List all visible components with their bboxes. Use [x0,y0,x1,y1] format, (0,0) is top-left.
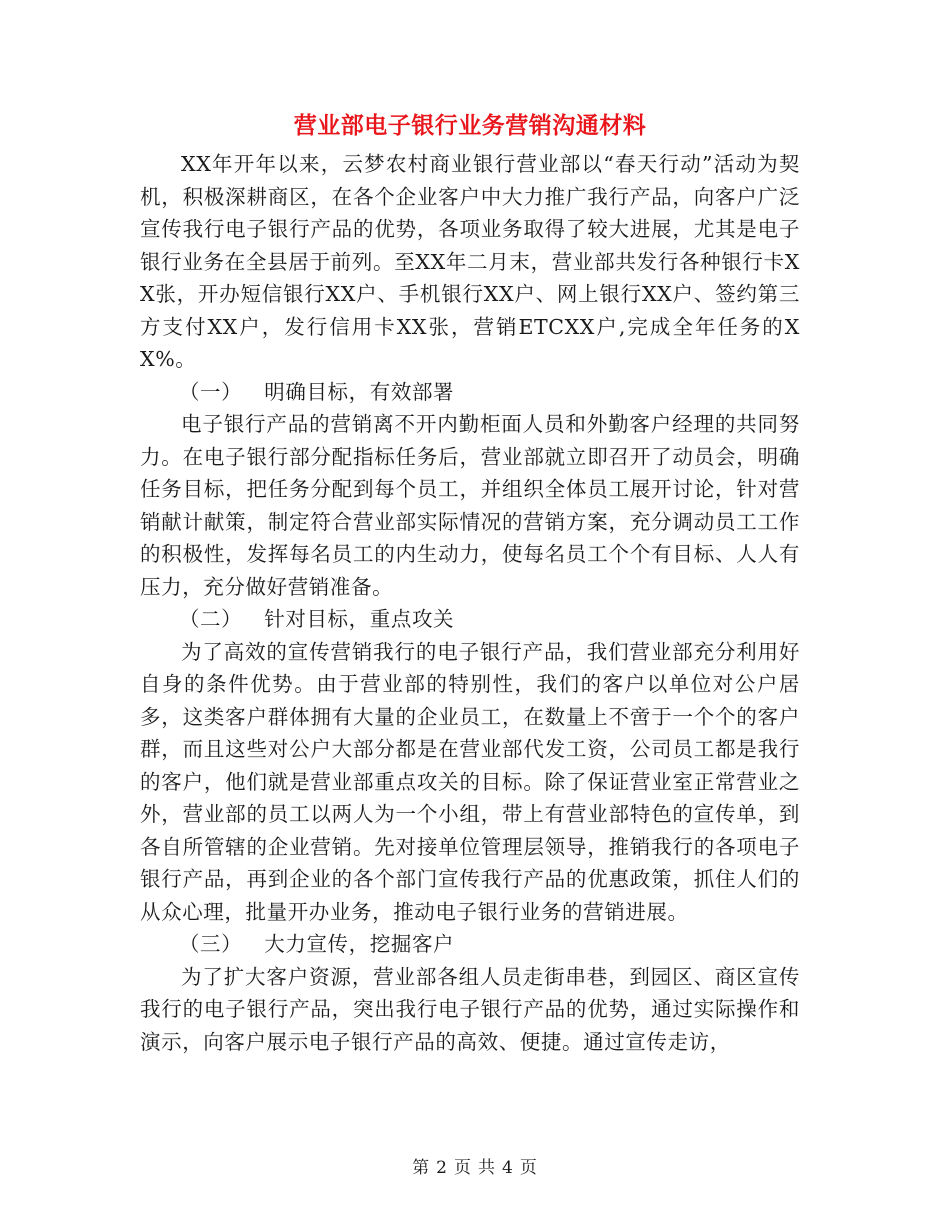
section-heading-text: 大力宣传，挖掘客户 [264,932,455,956]
page-footer [0,1153,950,1178]
section-heading-1 [140,376,800,409]
footer-total-pages: 4 [502,1158,514,1178]
section-number: （三） [178,932,243,956]
footer-suffix: 页 [519,1158,538,1178]
section-body-1: 电子银行产品的营销离不开内勤柜面人员和外勤客户经理的共同努力。在电子银行部分配指标任务后，营业部就立即召开了动员会，明确任务目标，把任务分配到每个员工，并组织全体员工展开讨论，针对营销献计献策，制定符合营业部实际情况的营销方案，充分调动员工工作的积极性，发挥每名员工的内生动力，使每名员工个个有目标、人人有压力，充分做好营销准备。 [140,412,800,599]
document-title: 营业部电子银行业务营销沟通材料 [293,112,647,139]
document-page [140,104,800,1058]
section-heading-text: 明确目标，有效部署 [264,379,455,404]
footer-page-word: 页 [454,1158,472,1178]
section-number: （一） [178,379,243,404]
section-heading-3 [140,928,800,961]
section-number: （二） [178,607,243,631]
section-body-3: 为了扩大客户资源，营业部各组人员走街串巷，到园区、商区宣传我行的电子银行产品，突出我行电子银行产品的优势，通过实际操作和演示，向客户展示电子银行产品的高效、便捷。通过宣传走访， [140,964,800,1054]
section-heading-2 [140,603,800,636]
footer-prefix: 第 [412,1158,431,1178]
footer-total-word: 共 [478,1158,496,1178]
section-body-2: 为了高效的宣传营销我行的电子银行产品，我们营业部充分利用好自身的条件优势。由于营业部的特别性，我们的客户以单位对公户居多，这类客户群体拥有大量的企业员工，在数量上不啻于一个个的客户群，而且这些对公户大部分都是在营业部代发工资，公司员工都是我行的客户，他们就是营业部重点攻关的目标。除了保证营业室正常营业之外，营业部的员工以两人为一个小组，带上有营业部特色的宣传单，到各自所管辖的企业营销。先对接单位管理层领导，推销我行的各项电子银行产品，再到企业的各个部门宣传我行产品的优惠政策，抓住人们的从众心理，批量开办业务，推动电子银行业务的营销进展。 [140,639,800,924]
section-heading-text: 针对目标，重点攻关 [264,607,455,631]
intro-paragraph: XX年开年以来，云梦农村商业银行营业部以“春天行动”活动为契机，积极深耕商区，在各个企业客户中大力推广我行产品，向客户广泛宣传我行电子银行产品的优势，各项业务取得了较大进展，尤其是电子银行业务在全县居于前列。至XX年二月末，营业部共发行各种银行卡XX张，开办短信银行XX户、手机银行XX户、网上银行XX户、签约第三方支付XX户，发行信用卡XX张，营销ETCXX户,完成全年任务的XX%。 [140,152,800,371]
footer-current-page: 2 [436,1158,448,1178]
